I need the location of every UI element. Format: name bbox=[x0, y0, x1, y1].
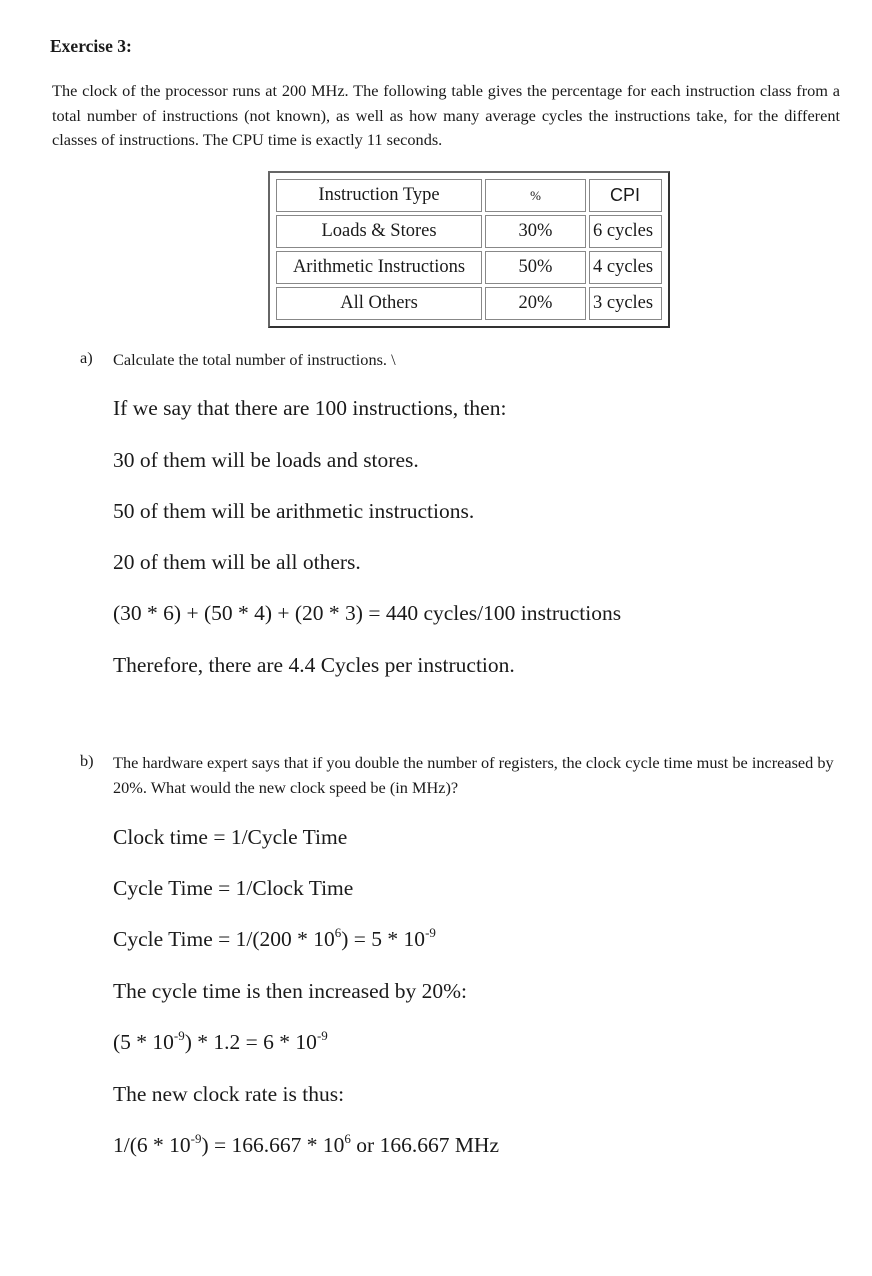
answer-a-line-6: Therefore, there are 4.4 Cycles per instruction. bbox=[113, 653, 515, 677]
table-header-row bbox=[276, 179, 662, 212]
question-a-letter: a) bbox=[80, 348, 93, 367]
answer-a-line-1: If we say that there are 100 instructions, then: bbox=[113, 396, 507, 420]
table-row bbox=[276, 215, 662, 248]
cell-percent: 50% bbox=[485, 251, 586, 284]
answer-a-line-5: (30 * 6) + (50 * 4) + (20 * 3) = 440 cycles/100 instructions bbox=[113, 601, 622, 625]
answer-b-line-2: Cycle Time = 1/Clock Time bbox=[113, 876, 354, 900]
header-instruction-type: Instruction Type bbox=[276, 179, 482, 212]
cell-cpi: 6 cycles bbox=[589, 215, 662, 248]
answer-b-line-4: The cycle time is then increased by 20%: bbox=[113, 979, 468, 1003]
answer-b-line-5: $(5 * 10^{-9}) * 1.2 = 6 * 10^{-9}$ bbox=[113, 1028, 328, 1054]
intro-paragraph: The clock of the processor runs at 200 MHz. The following table gives the percentage for each instruction class from a total number of instructions (not known), as well as how many average cycles the instructions take, for the different classes of instructions. The CPU time is exactly 11 seconds. bbox=[52, 81, 840, 149]
answer-b-line-3: Cycle Time = $1/(200 * 10^6) = 5 * 10^{-9}$ bbox=[113, 925, 436, 951]
table-row bbox=[276, 287, 662, 320]
instruction-table bbox=[268, 171, 670, 328]
header-percent: % bbox=[485, 179, 586, 212]
cell-cpi: 3 cycles bbox=[589, 287, 662, 320]
table-row bbox=[276, 251, 662, 284]
answer-b-line-6: The new clock rate is thus: bbox=[113, 1082, 345, 1106]
cell-type: Loads & Stores bbox=[276, 215, 482, 248]
cell-type: Arithmetic Instructions bbox=[276, 251, 482, 284]
cell-percent: 20% bbox=[485, 287, 586, 320]
cell-cpi: 4 cycles bbox=[589, 251, 662, 284]
header-cpi: CPI bbox=[589, 179, 662, 212]
exercise-title: Exercise 3: bbox=[50, 36, 132, 56]
answer-b-line-1: Clock time = 1/Cycle Time bbox=[113, 825, 348, 849]
question-b-text: The hardware expert says that if you double the number of registers, the clock cycle time must be increased by 20%. What would the new clock speed be (in MHz)? bbox=[113, 753, 834, 797]
answer-a-line-2: 30 of them will be loads and stores. bbox=[113, 448, 419, 472]
answer-a-line-4: 20 of them will be all others. bbox=[113, 550, 361, 574]
question-a-text: Calculate the total number of instructions. \ bbox=[113, 350, 396, 369]
cell-percent: 30% bbox=[485, 215, 586, 248]
question-b-letter: b) bbox=[80, 751, 94, 770]
cell-type: All Others bbox=[276, 287, 482, 320]
answer-b-line-7: $1/(6 * 10^{-9}) = 166.667 * 10^6$ or 166.667 MHz bbox=[113, 1131, 500, 1157]
answer-a-line-3: 50 of them will be arithmetic instructions. bbox=[113, 499, 475, 523]
